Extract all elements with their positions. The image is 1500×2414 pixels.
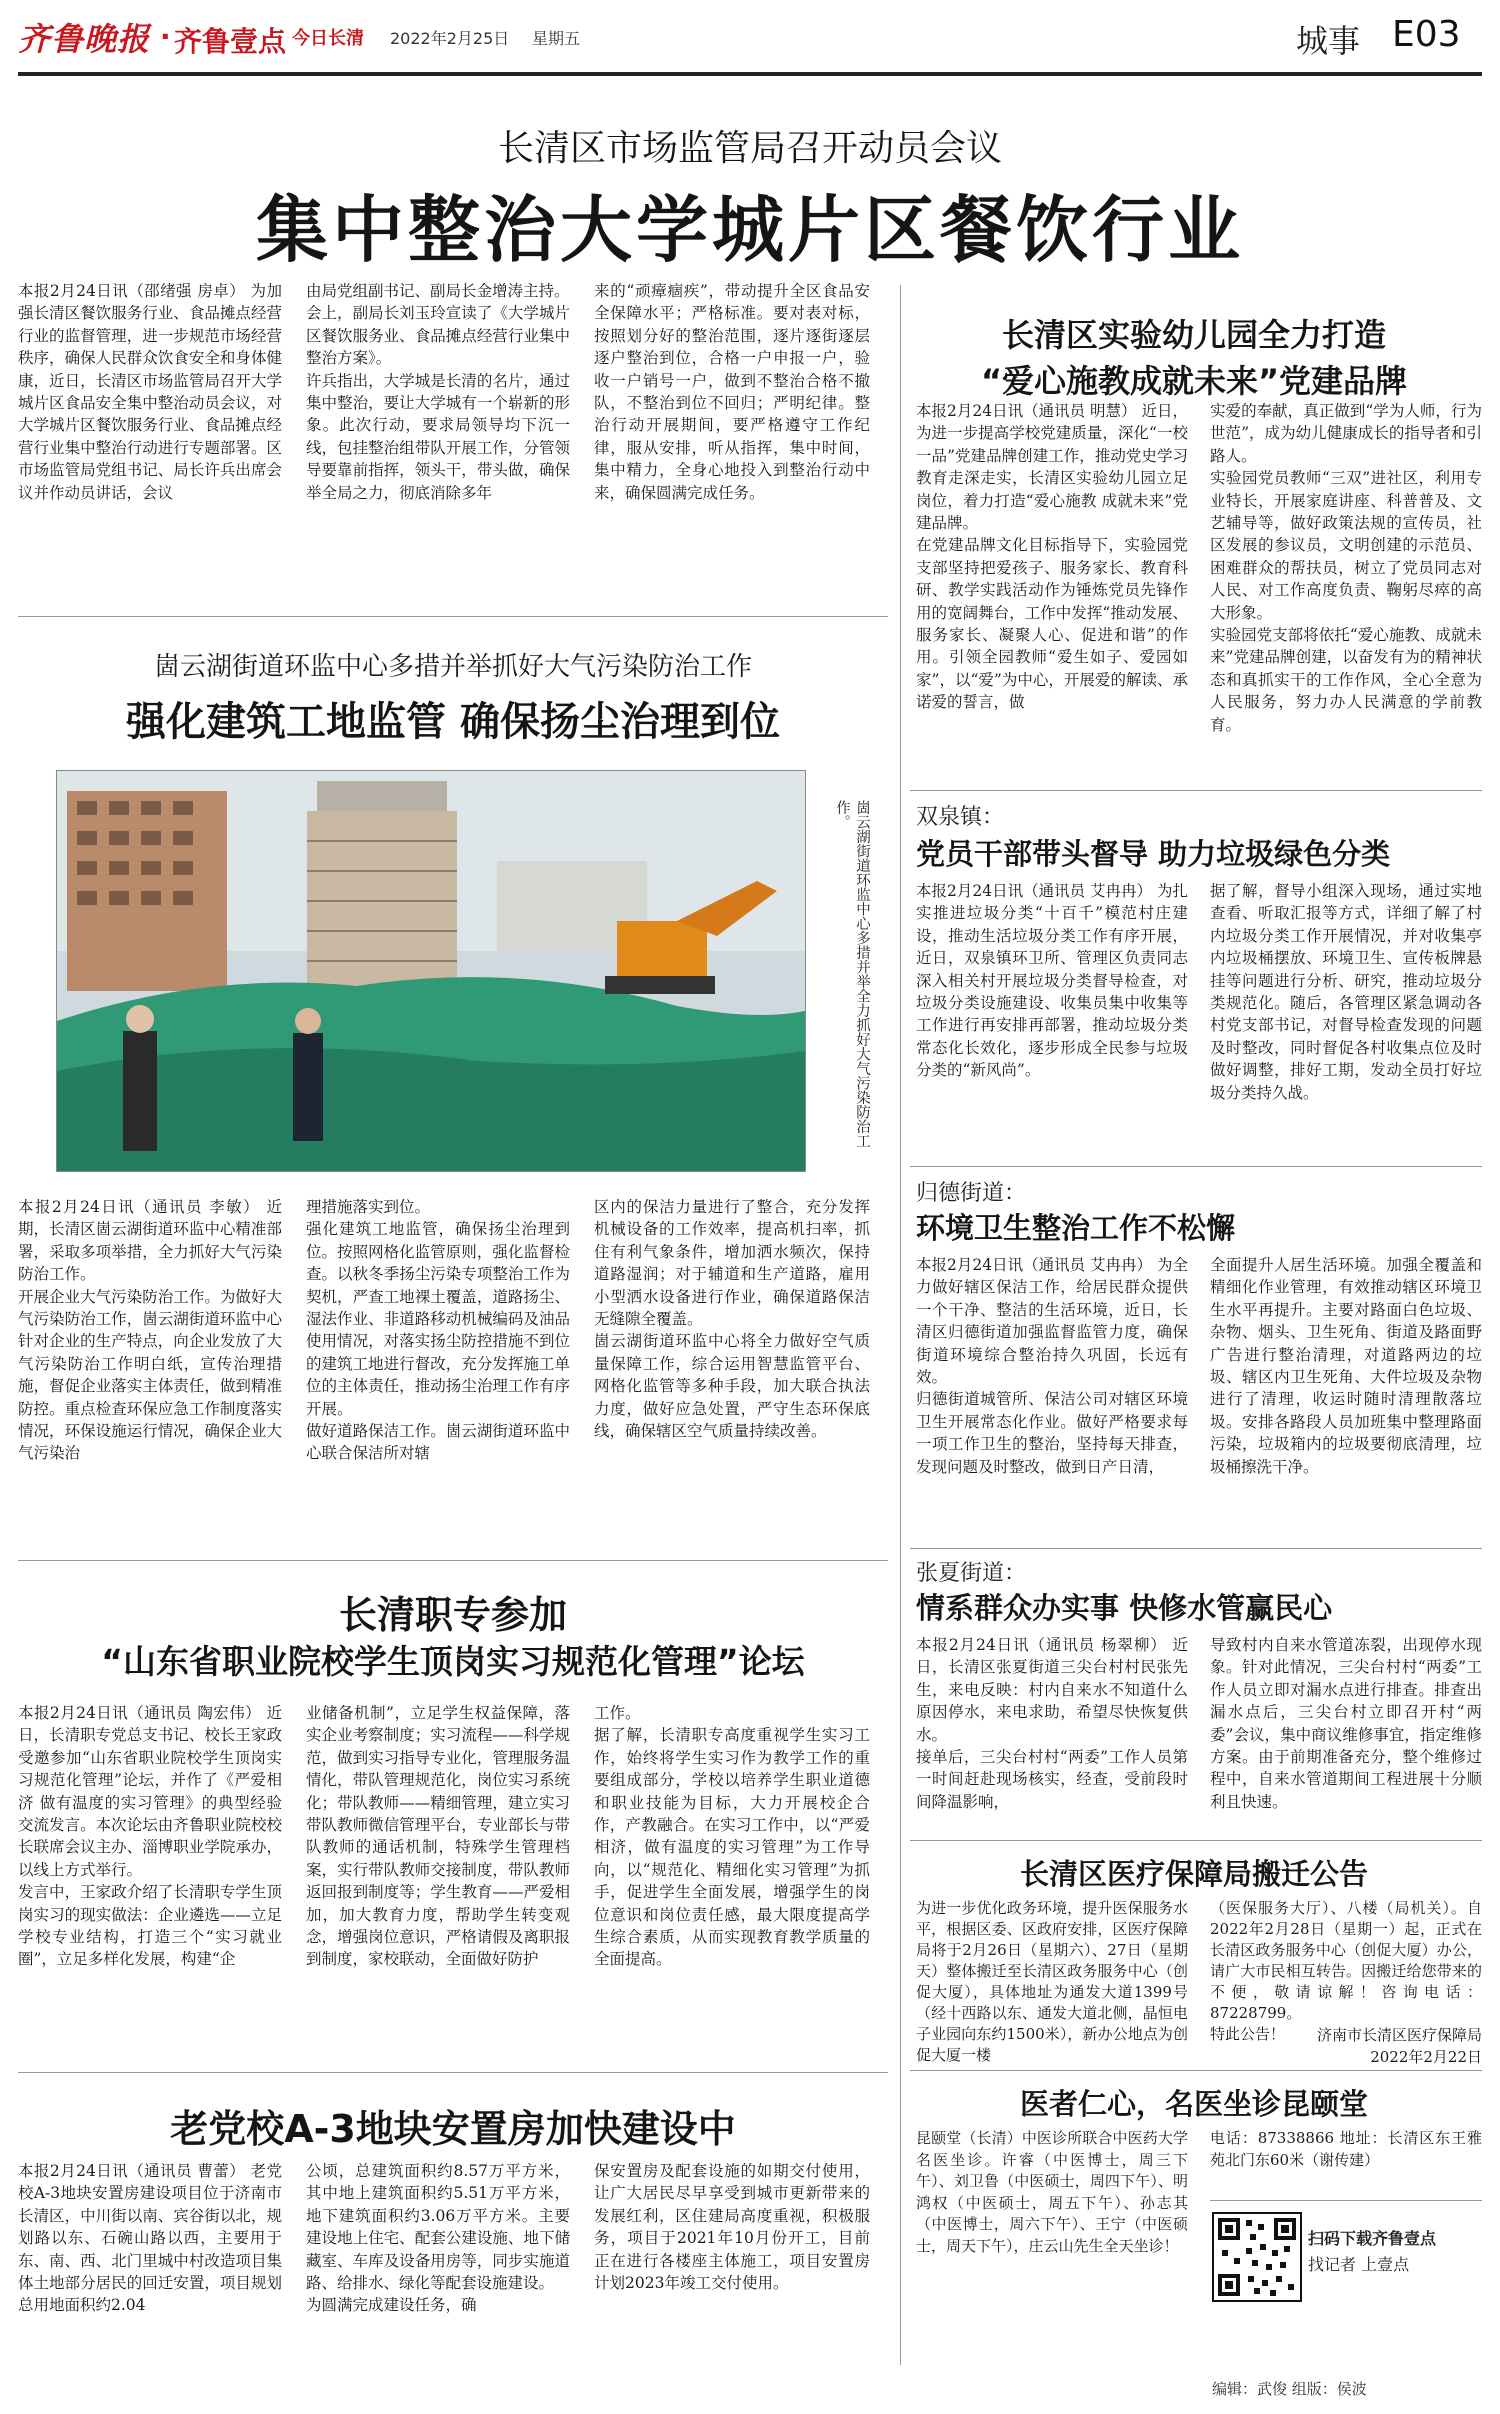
issue-weekday: 星期五 <box>532 29 581 48</box>
qr-code[interactable] <box>1212 2212 1302 2302</box>
article-1-subtitle: 长清区市场监管局召开动员会议 <box>497 128 1002 169</box>
divider <box>910 1840 1482 1841</box>
article-8-col-1: 为进一步优化政务环境，提升医保服务水平，根据区委、区政府安排，区医疗保障局将于2月26日（星期六）、27日（星期天）整体搬迁至长清区政务服务中心（创促大厦），具体地址为通发大道1399号（经十西路以东、通发大道北侧，晶恒电子业园向东约1500米），新办公地点为创促大厦一楼 <box>916 1899 1188 2064</box>
article-2-col-1: 本报2月24日讯（通讯员 明慧） 近日，为进一步提高学校党建质量，深化“一校一品”党建品牌创建工作，推动党史学习教育走深走实，长清区实验幼儿园立足岗位，着力打造“爱心施教 成就未来”党建品牌。 在党建品牌文化目标指导下，实验园党支部坚持把爱孩子、服务家长、教育科研、教学实践活动作为锤炼党员先锋作用的宽阔舞台，工作中发挥“推动发展、服务家长、凝聚人心、促进和谐”的作用。引领全园教师“爱生如子、爱园如家”，以“爱”为中心，开展爱的解读、承诺爱的誓言，做 <box>916 402 1188 712</box>
article-10-col-2: 电话：87338866 地址：长清区东王雅苑北门东60米（谢传建） <box>1210 2129 1482 2169</box>
divider <box>910 1548 1482 1549</box>
article-7-col-2: 业储备机制”，立足学生权益保障，落实企业考察制度；实习流程——科学规范，做到实习指导专业化，管理服务温情化，带队管理规范化，岗位实习系统化；带队教师——精细管理，建立实习带队教师微信管理平台，专业部长与带队教师的通话机制，特殊学生管理档案，实行带队教师交接制度，带队教师返回报到制度等；学生教育——严爱相加，加大教育力度，帮助学生转变观念，增强岗位意识，严格请假及离职报到制度，家校联动，全面做好防护 <box>306 1704 570 1969</box>
app-name: 齐鲁壹点 <box>174 25 287 58</box>
article-7-col-1: 本报2月24日讯（通讯员 陶宏伟） 近日，长清职专党总支书记、校长王家政受邀参加“山东省职业院校学生顶岗实习规范化管理”论坛，并作了《严爱相济 做有温度的实习管理》的典型经验交流发言。本次论坛由齐鲁职业院校校长联席会议主办、淄博职业学院承办，以线上方式举行。 发言中，王家政介绍了长清职专学生顶岗实习的现实做法：企业遴选——立足学校专业结构，打造三个“实习就业圈”，立足多样化发展，构建“企 <box>18 1704 282 1969</box>
divider <box>910 790 1482 791</box>
article-8-title: 长清区医疗保障局搬迁公告 <box>1019 1857 1368 1891</box>
masthead-rule <box>18 72 1482 76</box>
divider <box>910 1166 1482 1167</box>
qr-caption-line-2: 找记者 上壹点 <box>1308 2255 1410 2274</box>
article-10-title: 医者仁心，名医坐诊昆颐堂 <box>1019 2087 1368 2121</box>
notice-signature-org: 济南市长清区医疗保障局 <box>1316 2026 1482 2044</box>
qr-caption-line-1: 扫码下载齐鲁壹点 <box>1308 2229 1437 2248</box>
notice-signature-date: 2022年2月22日 <box>1370 2048 1482 2066</box>
article-4-title: 党员干部带头督导 助力垃圾绿色分类 <box>916 837 1391 871</box>
section-tag: 今日长清 <box>292 28 364 49</box>
article-3-col-1: 本报2月24日讯（通讯员 李敏） 近期，长清区崮云湖街道环监中心精准部署，采取多项举措，全力抓好大气污染防治工作。 开展企业大气污染防治工作。为做好大气污染防治工作，崮云湖街道环监中心针对企业的生产特点，向企业发放了大气污染防治工作明白纸，宣传治理措施，督促企业落实主体责任，做到精准防控。重点检查环保应急工作制度落实情况，环保设施运行情况，确保企业大气污染治 <box>18 1198 282 1463</box>
qr-code-icon <box>1214 2214 1300 2300</box>
article-9-col-3: 保安置房及配套设施的如期交付使用，让广大居民尽早享受到城市更新带来的发展红利，区住建局高度重视，积极服务，项目于2021年10月份开工，目前正在进行各楼座主体施工，项目安置房计划2023年竣工交付使用。 <box>594 2162 870 2293</box>
article-10-col-1: 昆颐堂（长清）中医诊所联合中医药大学名医坐诊。许睿（中医博士，周三下午）、刘卫鲁（中医硕士，周四下午）、明鸿权（中医硕士，周五下午）、孙志其（中医博士，周六下午）、王宁（中医硕士，周天下午），庄云山先生全天坐诊！ <box>916 2129 1188 2255</box>
page-number: E03 <box>1392 14 1461 55</box>
article-4-kicker: 双泉镇： <box>916 805 1005 830</box>
article-6-kicker: 张夏街道： <box>916 1561 1027 1586</box>
section-name: 城事 <box>1296 22 1361 60</box>
app-logo <box>160 14 300 58</box>
photo-caption: 崮云湖街道环监中心多措并举全力抓好大气污染防治工作。 <box>834 800 870 1148</box>
issue-date: 2022年2月25日 <box>390 29 510 48</box>
article-7-title-line-2: “山东省职业院校学生顶岗实习规范化管理”论坛 <box>101 1642 805 1681</box>
article-8-col-2: （医保服务大厅）、八楼（局机关）。自2022年2月28日（星期一）起，正式在长清区政务服务中心（创促大厦）办公，请广大市民相互转告。因搬迁给您带来的不便，敬请谅解！咨询电话：87228799。 特此公告！ <box>1210 1899 1482 2043</box>
construction-site-photo <box>56 770 806 1172</box>
article-9-title: 老党校A-3地块安置房加快建设中 <box>170 2107 736 2151</box>
article-6-col-1: 本报2月24日讯（通讯员 杨翠柳） 近日，长清区张夏街道三尖台村村民张先生，来电反映：村内自来水不知道什么原因停水，来电求助，希望尽快恢复供水。 接单后，三尖台村村“两委”工作人员第一时间赶赴现场核实，经查，受前段时间降温影响， <box>916 1636 1188 1811</box>
article-2-title-line-1: 长清区实验幼儿园全力打造 <box>1001 316 1386 354</box>
photo-illustration <box>57 771 805 1171</box>
article-7-col-3: 工作。 据了解，长清职专高度重视学生实习工作，始终将学生实习作为教学工作的重要组成部分，学校以培养学生职业道德和职业技能为目标，大力开展校企合作，产教融合。在实习工作中，以“严爱相济，做有温度的实习管理”为工作导向，以“规范化、精细化实习管理”为抓手，促进学生全面发展，增强学生的岗位意识和岗位责任感，最大限度提高学生综合素质，从而实现教育教学质量的全面提高。 <box>594 1704 870 1969</box>
article-1-col-1: 本报2月24日讯（邵绪强 房卓） 为加强长清区餐饮服务行业、食品摊点经营行业的监督管理，进一步规范市场经营秩序，确保人民群众饮食安全和身体健康，近日，长清区市场监管局召开大学城片区食品安全集中整治动员会议，对大学城片区餐饮服务行业、食品摊点经营行业集中整治行动进行专题部署。区市场监管局党组书记、局长许兵出席会议并作动员讲话，会议 <box>18 282 282 502</box>
article-2-col-2: 实爱的奉献，真正做到“学为人师，行为世范”，成为幼儿健康成长的指导者和引路人。 实验园党员教师“三双”进社区，利用专业特长，开展家庭讲座、科普普及、文艺辅导等，做好政策法规的宣传员，社区发展的参议员，文明创建的示范员、困难群众的帮扶员，树立了党员同志对人民、对工作高度负责、鞠躬尽瘁的高大形象。 实验园党支部将依托“爱心施教、成就未来”党建品牌创建，以奋发有为的精神状态和真抓实干的工作作风，全心全意为人民服务，努力办人民满意的学前教育。 <box>1210 402 1482 734</box>
article-5-col-2: 全面提升人居生活环境。加强全覆盖和精细化作业管理，有效推动辖区环境卫生水平再提升。主要对路面白色垃圾、杂物、烟头、卫生死角、街道及路面野广告进行整治清理，对道路两边的垃圾、辖区内卫生死角、大件垃圾及杂物进行了清理，收运时随时清理散落垃圾。安排各路段人员加班集中整理路面污染，垃圾箱内的垃圾要彻底清理，垃圾桶擦洗干净。 <box>1210 1256 1482 1476</box>
article-6-title: 情系群众办实事 快修水管赢民心 <box>916 1591 1333 1625</box>
article-1-title: 集中整治大学城片区餐饮行业 <box>255 188 1244 272</box>
divider <box>910 2070 1482 2071</box>
article-3-title: 强化建筑工地监管 确保扬尘治理到位 <box>126 699 780 745</box>
masthead <box>0 0 1500 70</box>
article-7-title-line-1: 长清职专参加 <box>338 1593 567 1637</box>
article-3-subtitle: 崮云湖街道环监中心多措并举抓好大气污染防治工作 <box>153 652 752 682</box>
article-3-col-3: 区内的保洁力量进行了整合，充分发挥机械设备的工作效率，提高机扫率，抓住有利气象条件，增加洒水频次，保持道路湿润；对于辅道和生产道路，雇用小型洒水设备进行作业，确保道路保洁无缝隙全覆盖。 崮云湖街道环监中心将全力做好空气质量保障工作，综合运用智慧监管平台、网格化监管等多种手段，加大联合执法力度，做好应急处置，严守生态环保底线，确保辖区空气质量持续改善。 <box>594 1198 870 1441</box>
article-4-col-1: 本报2月24日讯（通讯员 艾冉冉） 为扎实推进垃圾分类“十百千”模范村庄建设，推动生活垃圾分类工作有序开展，近日，双泉镇环卫所、管理区负责同志深入相关村开展垃圾分类督导检查，对垃圾分类设施建设、收集员集中收集等工作进行再安排再部署，推动垃圾分类常态化长效化，逐步形成全民参与垃圾分类的“新风尚”。 <box>916 882 1188 1080</box>
article-2-title-line-2: “爱心施教成就未来”党建品牌 <box>980 362 1408 400</box>
article-6-col-2: 导致村内自来水管道冻裂，出现停水现象。针对此情况，三尖台村村“两委”工作人员立即对漏水点进行排查。排查出漏水点后，三尖台村立即召开村“两委”会议，集中商议维修事宜，指定维修方案。由于前期准备充分，整个维修过程中，自来水管道期间工程进展十分顺利且快速。 <box>1210 1636 1482 1811</box>
paper-name: 齐鲁晚报 <box>18 20 151 58</box>
article-5-col-1: 本报2月24日讯（通讯员 艾冉冉） 为全力做好辖区保洁工作，给居民群众提供一个干净、整洁的生活环境，近日，长清区归德街道加强监督监管力度，确保街道环境综合整治持久巩固，长远有效。 归德街道城管所、保洁公司对辖区环境卫生开展常态化作业。做好严格要求每一项工作卫生的整治，坚持每天排查，发现问题及时整改，做到日产日清， <box>916 1256 1188 1476</box>
article-4-col-2: 据了解，督导小组深入现场，通过实地查看、听取汇报等方式，详细了解了村内垃圾分类工作开展情况，并对收集亭内垃圾桶摆放、环境卫生、宣传板牌悬挂等问题进行分析、研究，推动垃圾分类规范化。随后，各管理区紧急调动各村党支部书记，对督导检查发现的问题及时整改，同时督促各村收集点位及时做好调整，排好工期，发动全员打好垃圾分类持久战。 <box>1210 882 1482 1102</box>
column-divider <box>900 285 901 2365</box>
dot-separator: · <box>160 20 171 53</box>
editor-credit: 编辑：武俊 组版：侯波 <box>1212 2380 1367 2398</box>
divider <box>1210 2200 1482 2201</box>
article-5-title: 环境卫生整治工作不松懈 <box>916 1211 1236 1245</box>
divider <box>18 616 888 617</box>
article-1-col-3: 来的“顽瘴痼疾”，带动提升全区食品安全保障水平；严格标准。要对表对标，按照划分好的整治范围，逐片逐街逐层逐户整治到位，合格一户申报一户，验收一户销号一户，做到不整治合格不撤队，不整治到位不回归；严明纪律。整治行动开展期间，要严格遵守工作纪律，服从安排，听从指挥，集中时间，集中精力，全身心地投入到整治行动中来，确保圆满完成任务。 <box>594 282 870 502</box>
article-1-col-2: 由局党组副书记、副局长金增涛主持。 会上，副局长刘玉玲宣读了《大学城片区餐饮服务业、食品摊点经营行业集中整治方案》。 许兵指出，大学城是长清的名片，通过集中整治，要让大学城有一个崭新的形象。此次行动，要求局领导均下沉一线，包挂整治组带队开展工作，分管领导要靠前指挥，领头干，带头做，确保举全局之力，彻底消除多年 <box>306 282 570 502</box>
article-3-col-2: 理措施落实到位。 强化建筑工地监管，确保扬尘治理到位。按照网格化监管原则，强化监督检查。以秋冬季扬尘污染专项整治工作为契机，严查工地裸土覆盖，道路扬尘、湿法作业、非道路移动机械编码及油品使用情况，对落实扬尘防控措施不到位的建筑工地进行督改，充分发挥施工单位的主体责任，推动扬尘治理工作有序开展。 做好道路保洁工作。崮云湖街道环监中心联合保洁所对辖 <box>306 1198 570 1463</box>
article-5-kicker: 归德街道： <box>916 1181 1027 1206</box>
article-9-col-2: 公顷，总建筑面积约8.57万平方米，其中地上建筑面积约5.51万平方米，地下建筑面积约3.06万平方米。主要建设地上住宅、配套公建设施、地下储藏室、车库及设备用房等，同步实施道路、给排水、绿化等配套设施建设。 为圆满完成建设任务，确 <box>306 2162 570 2315</box>
article-9-col-1: 本报2月24日讯（通讯员 曹蕾） 老党校A-3地块安置房建设项目位于济南市长清区，中川街以南、宾谷街以北，规划路以东、石碗山路以西，主要用于东、南、西、北门里城中村改造项目集体土地部分居民的回迁安置，项目规划总用地面积约2.04 <box>18 2162 282 2315</box>
divider <box>18 1560 888 1561</box>
divider <box>18 2072 888 2073</box>
